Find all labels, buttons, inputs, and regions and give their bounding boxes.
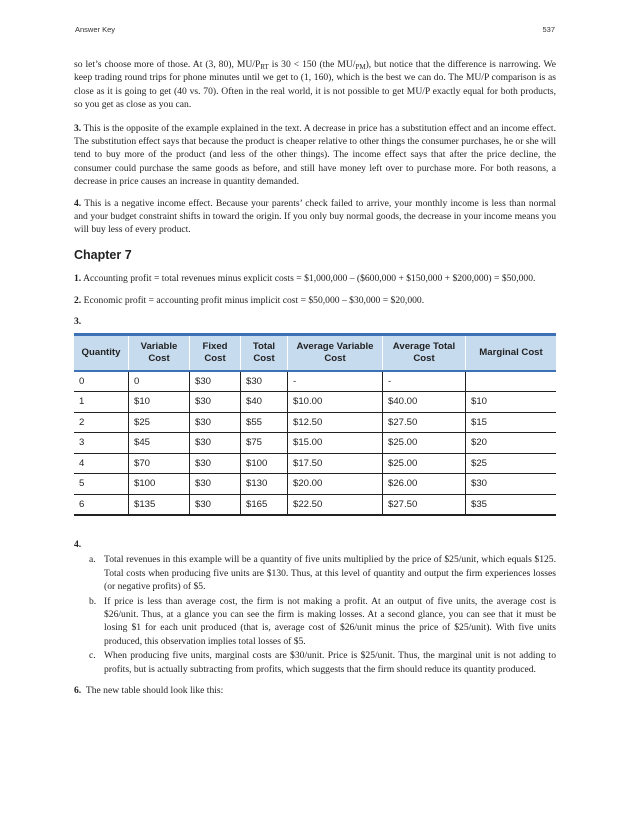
answer-number: 6. — [74, 685, 82, 697]
table-cell: $30 — [190, 474, 241, 495]
answer-paragraph: 4. This is a negative income effect. Because your parents’ check failed to arrive, your monthly income is less than normal and your budget constraint shifts in toward the origin. If you only buy normal goods, the decrease in your income means you will buy less of every product. — [74, 197, 556, 236]
table-cell: 3 — [74, 433, 129, 454]
page-content — [74, 58, 556, 705]
table-cell: $100 — [241, 453, 288, 474]
table-cell: $25.00 — [383, 433, 466, 454]
running-header: Answer Key — [75, 25, 116, 34]
table-cell: $15 — [466, 412, 557, 433]
table-cell: $10 — [129, 392, 190, 413]
table-cell: $45 — [129, 433, 190, 454]
list-item: b. If price is less than average cost, the firm is not making a profit. At an output of five units, the average cost is $26/unit. Thus, at a glance you can see the firm is making losses. At a second glance, you can see that it must be losing $1 for each unit produced (that is, average cost of $26/unit minus the price of $25/unit). With five units produced, this observation implies total losses of $5. — [89, 595, 556, 647]
column-header: Marginal Cost — [466, 334, 557, 371]
table-cell: $30 — [190, 412, 241, 433]
answer-number: 4. — [74, 539, 82, 550]
column-header: Variable Cost — [129, 334, 190, 371]
answer-paragraph: 3. This is the opposite of the example explained in the text. A decrease in price has a substitution effect and an income effect. The substitution effect says that because the product is cheaper relative to other things the consumer purchases, he or she will tend to buy more of the product (and less of the other things). The income effect says that after the price decline, the consumer could purchase the same goods as before, and still have money left over to purchase more. For both reasons, a decrease in price causes an increase in quantity demanded. — [74, 122, 556, 188]
table-cell: $25 — [129, 412, 190, 433]
table-cell: $30 — [466, 474, 557, 495]
table-cell — [466, 371, 557, 392]
page-number: 537 — [542, 25, 555, 34]
table-cell: 5 — [74, 474, 129, 495]
table-cell: $12.50 — [288, 412, 383, 433]
answer-paragraph: 6. The new table should look like this: — [74, 685, 224, 697]
table-row — [74, 474, 556, 495]
table-cell: 4 — [74, 453, 129, 474]
table-cell: $30 — [190, 433, 241, 454]
table-cell: $10 — [466, 392, 557, 413]
list-item: c. When producing five units, marginal costs are $30/unit. Price is $25/unit. Thus, the marginal unit is not adding to profits, but is actually subtracting from profits, which suggests that the firm should reduce its quantity produced. — [89, 650, 556, 675]
intro-paragraph: so let’s choose more of those. At (3, 80), $MU/P_{RT}$ is 30 < 150 (the $MU/_{PM}$), but notice that the difference is narrowing. We keep trading round trips for phone minutes until we get to (1, 160), which is the best we can do. The MU/P comparison is as close as it is going to get (40 vs. 70). Often in the real world, it is not possible to get MU/P exactly equal for both products, so you get as close as you can. — [74, 59, 556, 111]
table-cell: $30 — [190, 453, 241, 474]
table-cell: 1 — [74, 392, 129, 413]
page-header — [75, 25, 555, 34]
table-cell: $55 — [241, 412, 288, 433]
table-cell: $25.00 — [383, 453, 466, 474]
table-cell: $27.50 — [383, 494, 466, 515]
answer-paragraph — [74, 538, 556, 551]
answer-paragraph — [74, 315, 556, 328]
answer-paragraph: 2. Economic profit = accounting profit minus implicit cost = $50,000 – $30,000 = $20,000. — [74, 294, 425, 306]
table-cell: $30 — [190, 371, 241, 392]
table-cell: $130 — [241, 474, 288, 495]
table-cell: $30 — [190, 494, 241, 515]
table-row — [74, 433, 556, 454]
table-cell: $35 — [466, 494, 557, 515]
table-cell: $25 — [466, 453, 557, 474]
answer-number: 3. — [74, 122, 82, 134]
answer-number: 3. — [74, 316, 82, 328]
table-cell: $20.00 — [288, 474, 383, 495]
column-header: Average Variable Cost — [288, 334, 383, 371]
table-row — [74, 392, 556, 413]
table-cell: 0 — [74, 371, 129, 392]
table-cell: - — [383, 371, 466, 392]
table-cell: $40 — [241, 392, 288, 413]
list-item: a. Total revenues in this example will be a quantity of five units multiplied by the price of $25/unit, which equals $125. Total costs when producing five units are $130. Thus, at this level of quantity and output the firm experiences losses (or negative profits) of $5. — [89, 554, 556, 593]
column-header: Total Cost — [241, 334, 288, 371]
cost-table — [74, 333, 556, 517]
table-row — [74, 371, 556, 392]
table-cell: $75 — [241, 433, 288, 454]
answer-paragraph: 1. Accounting profit = total revenues minus explicit costs = $1,000,000 – ($600,000 + $150,000 + $200,000) = $50,000. — [74, 273, 536, 285]
table-cell: $10.00 — [288, 392, 383, 413]
list-letter: c. — [89, 650, 96, 662]
table-cell: $17.50 — [288, 453, 383, 474]
list-letter: b. — [89, 595, 97, 607]
column-header: Quantity — [74, 334, 129, 371]
table-cell: $165 — [241, 494, 288, 515]
table-row — [74, 453, 556, 474]
column-header: Fixed Cost — [190, 334, 241, 371]
table-cell: $135 — [129, 494, 190, 515]
table-cell: 6 — [74, 494, 129, 515]
sub-answer-list — [74, 553, 556, 676]
answer-number: 1. — [74, 273, 82, 285]
table-cell: $20 — [466, 433, 557, 454]
list-letter: a. — [89, 554, 96, 566]
table-header-row — [74, 334, 556, 371]
table-row — [74, 494, 556, 515]
table-cell: $27.50 — [383, 412, 466, 433]
table-cell: - — [288, 371, 383, 392]
answer-number: 4. — [74, 197, 82, 209]
table-cell: $22.50 — [288, 494, 383, 515]
table-cell: $30 — [241, 371, 288, 392]
table-cell: $26.00 — [383, 474, 466, 495]
table-cell: $40.00 — [383, 392, 466, 413]
chapter-heading: Chapter 7 — [74, 247, 132, 262]
column-header: Average Total Cost — [383, 334, 466, 371]
table-cell: $30 — [190, 392, 241, 413]
table-row — [74, 412, 556, 433]
table-cell: $100 — [129, 474, 190, 495]
table-cell: 2 — [74, 412, 129, 433]
table-cell: 0 — [129, 371, 190, 392]
table-cell: $15.00 — [288, 433, 383, 454]
table-cell: $70 — [129, 453, 190, 474]
answer-number: 2. — [74, 294, 82, 306]
